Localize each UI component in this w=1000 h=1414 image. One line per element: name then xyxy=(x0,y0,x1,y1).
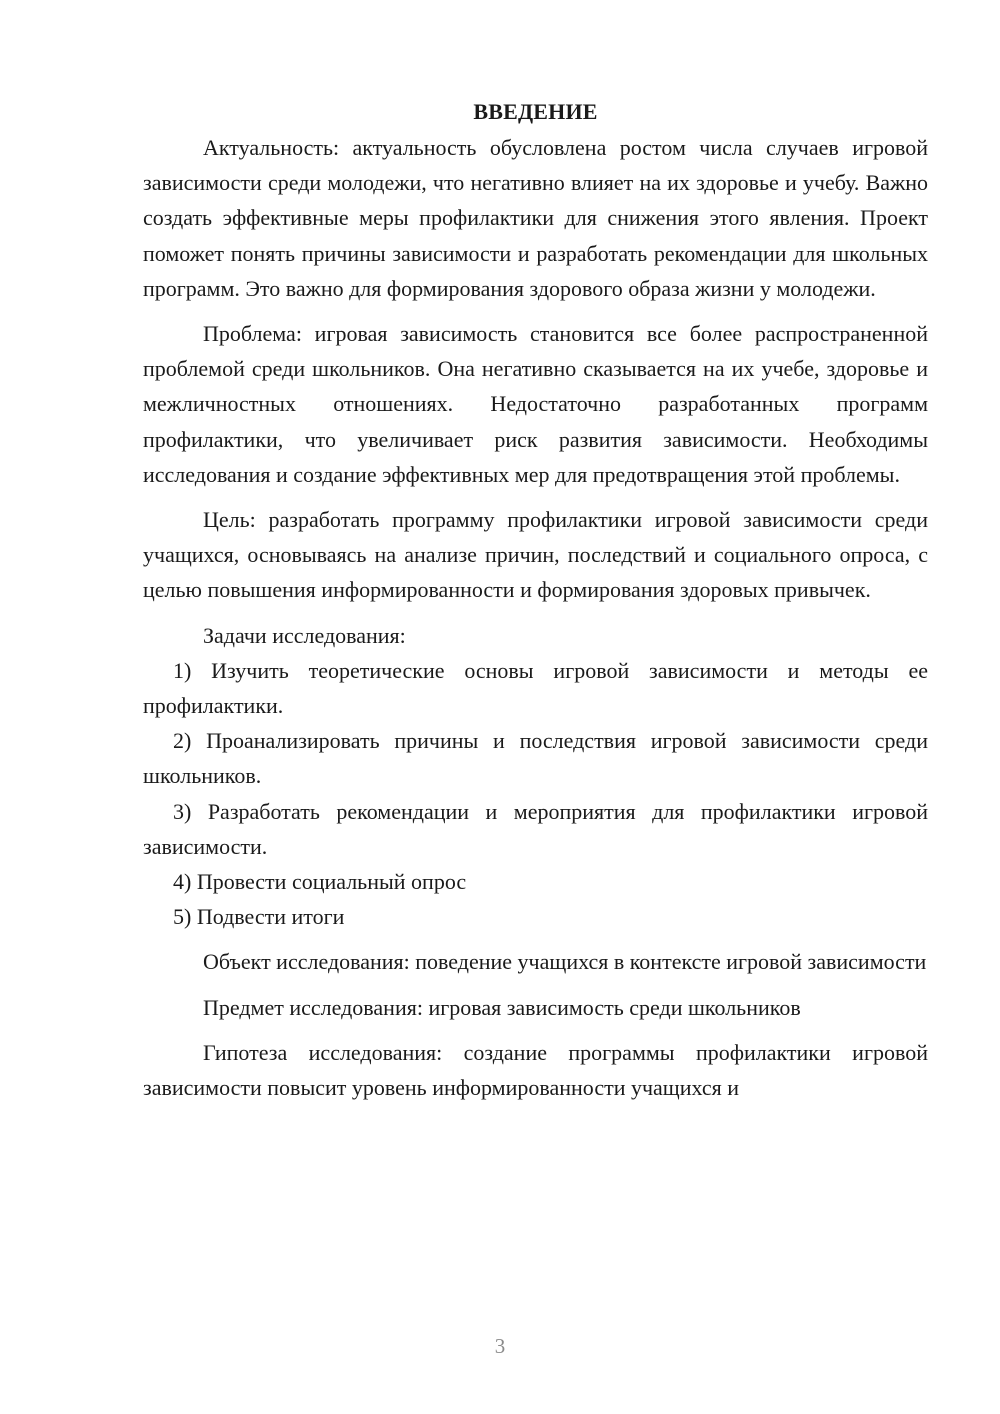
hypothesis-paragraph: Гипотеза исследования: создание программы профилактики игровой зависимости повысит уровень информированности учащихся и xyxy=(143,1039,928,1101)
task-item-2: 2) Проанализировать причины и последствия игровой зависимости среди школьников. xyxy=(143,728,928,789)
tasks-heading: Задачи исследования: xyxy=(203,622,406,648)
page-title: ВВЕДЕНИЕ xyxy=(473,99,598,124)
task-item-1: 1) Изучить теоретические основы игровой зависимости и методы ее профилактики. xyxy=(143,657,928,719)
task-item-3: 3) Разработать рекомендации и мероприятия для профилактики игровой зависимости. xyxy=(143,798,928,859)
page-number: 3 xyxy=(494,1334,506,1358)
problem-paragraph: Проблема: игровая зависимость становится все более распространенной проблемой среди школьников. Она негативно сказывается на их учебе, здоровье и межличностных отношениях. Недостаточно разработанных программ профилактики, что увеличивает риск развития зависимости. Необходимы исследования и создание эффективных мер для предотвращения этой проблемы. xyxy=(143,321,928,487)
object-paragraph: Объект исследования: поведение учащихся в контексте игровой зависимости xyxy=(203,949,927,975)
subject-paragraph: Предмет исследования: игровая зависимость среди школьников xyxy=(203,994,801,1020)
task-item-4: 4) Провести социальный опрос xyxy=(173,869,467,895)
document-page xyxy=(143,94,928,1105)
goal-paragraph: Цель: разработать программу профилактики игровой зависимости среди учащихся, основываясь на анализе причин, последствий и социального опроса, с целью повышения информированности и формирования здоровых привычек. xyxy=(143,507,928,603)
relevance-paragraph: Актуальность: актуальность обусловлена ростом числа случаев игровой зависимости среди молодежи, что негативно влияет на их здоровье и учебу. Важно создать эффективные меры профилактики для снижения этого явления. Проект поможет понять причины зависимости и разработать рекомендации для школьных программ. Это важно для формирования здорового образа жизни у молодежи. xyxy=(143,135,928,301)
task-item-5: 5) Подвести итоги xyxy=(173,904,345,930)
